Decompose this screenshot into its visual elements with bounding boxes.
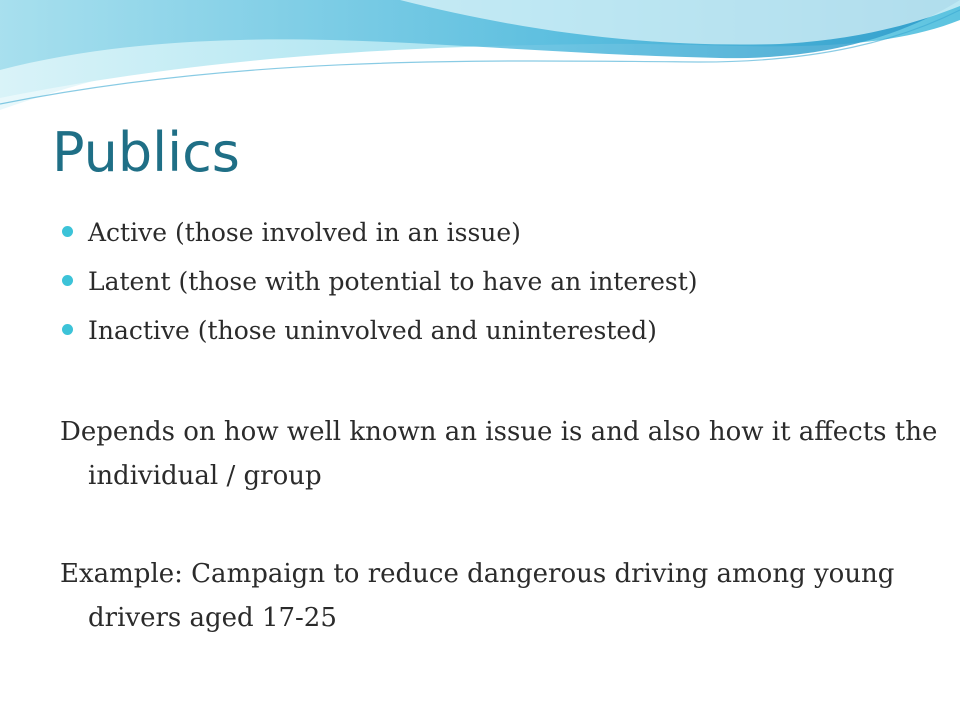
bullet-item-latent	[62, 257, 922, 306]
slide-title: Publics	[52, 121, 240, 184]
bullet-dot-icon	[62, 226, 73, 237]
bullet-text: Inactive (those uninvolved and uninterested)	[88, 316, 657, 345]
bullet-item-inactive	[62, 306, 922, 355]
bullet-text: Latent (those with potential to have an interest)	[88, 267, 698, 296]
body-paragraph-example: Example: Campaign to reduce dangerous driving among young drivers aged 17-25	[60, 559, 895, 633]
bullet-text: Active (those involved in an issue)	[88, 218, 521, 247]
bullet-list	[62, 208, 922, 355]
body-paragraph-depends: Depends on how well known an issue is and also how it affects the individual / group	[60, 417, 938, 491]
bullet-item-active	[62, 208, 922, 257]
bullet-dot-icon	[62, 324, 73, 335]
bullet-dot-icon	[62, 275, 73, 286]
